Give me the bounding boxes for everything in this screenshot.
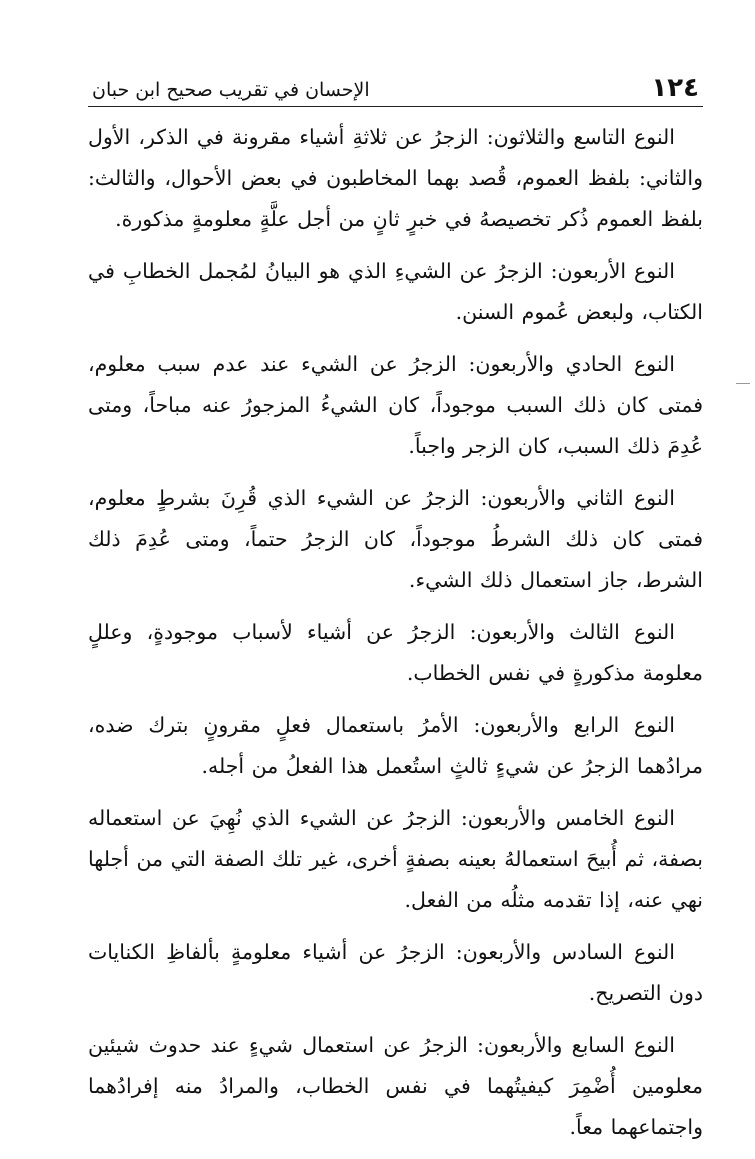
paragraph-type-47: النوع السابع والأربعون: الزجرُ عن استعمال شيءٍ عند حدوث شيئين معلومين أُضْمِرَ كيفيتُهما في نفس الخطاب، والمرادُ منه إفرادُهما واجتماعهما معاً. xyxy=(88,1033,703,1139)
running-header xyxy=(88,62,703,107)
body-text xyxy=(88,117,703,1148)
book-title: الإحسان في تقريب صحيح ابن حبان xyxy=(92,79,370,101)
page-number: ١٢٤ xyxy=(651,73,699,103)
paragraph-type-39: النوع التاسع والثلاثون: الزجرُ عن ثلاثةِ أشياء مقرونة في الذكر، الأول والثاني: بلفظ العموم، قُصد بهما المخاطبون في بعض الأحوال، والثالث: بلفظ العموم ذُكر تخصيصهُ في خبرٍ ثانٍ من أجل علَّةٍ معلومةٍ مذكورة. xyxy=(88,125,703,231)
paragraph-type-46: النوع السادس والأربعون: الزجرُ عن أشياء معلومةٍ بألفاظِ الكنايات دون التصريح. xyxy=(88,940,703,1005)
paragraph-type-42: النوع الثاني والأربعون: الزجرُ عن الشيء الذي قُرِنَ بشرطٍ معلوم، فمتى كان ذلك الشرطُ موجوداً، كان الزجرُ حتماً، ومتى عُدِمَ ذلك الشرط، جاز استعمال ذلك الشيء. xyxy=(88,486,703,592)
margin-scan-mark xyxy=(736,383,750,384)
paragraph-type-45: النوع الخامس والأربعون: الزجرُ عن الشيء الذي نُهِيَ عن استعماله بصفة، ثم أُبيحَ استعمالهُ بعينه بصفةٍ أخرى، غير تلك الصفة التي من أجلها نهي عنه، إذا تقدمه مثلُه من الفعل. xyxy=(88,806,703,912)
paragraph-type-43: النوع الثالث والأربعون: الزجرُ عن أشياء لأسباب موجودةٍ، وعللٍ معلومة مذكورةٍ في نفس الخطاب. xyxy=(88,620,703,685)
paragraph-type-44: النوع الرابع والأربعون: الأمرُ باستعمال فعلٍ مقرونٍ بترك ضده، مرادُهما الزجرُ عن شيءٍ ثالثٍ استُعمل هذا الفعلُ من أجله. xyxy=(88,713,703,778)
paragraph-type-41: النوع الحادي والأربعون: الزجرُ عن الشيء عند عدم سبب معلوم، فمتى كان ذلك السبب موجوداً، كان الشيءُ المزجورُ عنه مباحاً، ومتى عُدِمَ ذلك السبب، كان الزجر واجباً. xyxy=(88,352,703,458)
paragraph-type-40: النوع الأربعون: الزجرُ عن الشيءِ الذي هو البيانُ لمُجمل الخطابِ في الكتاب، ولبعض عُموم السنن. xyxy=(88,259,703,324)
book-page xyxy=(88,62,703,1159)
